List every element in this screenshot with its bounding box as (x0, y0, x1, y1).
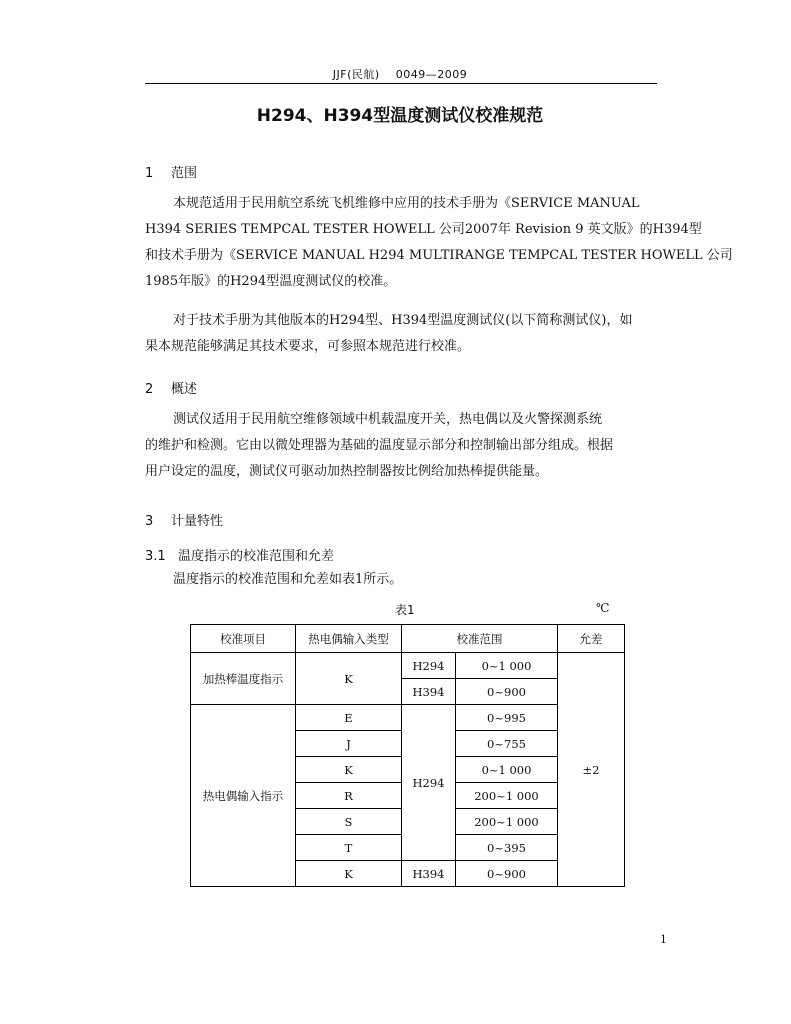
table-cell-type: S (296, 809, 402, 835)
table-cell-range: 0~900 (456, 861, 558, 887)
table-header-row (191, 625, 625, 653)
table-cell-type: K (296, 757, 402, 783)
section-title: 范围 (171, 166, 198, 181)
section-2-heading (145, 378, 197, 397)
table-header-cell: 热电偶输入类型 (296, 625, 402, 653)
header-code: JJF(民航) (332, 68, 380, 81)
section-title: 计量特性 (171, 514, 224, 529)
paragraph-line: 果本规范能够满足其技术要求，可参照本规范进行校准。 (145, 339, 471, 354)
table-header-cell: 校准项目 (191, 625, 296, 653)
table-header-cell: 校准范围 (402, 625, 558, 653)
paragraph-line: 1985年版》的H294型温度测试仪的校准。 (145, 274, 397, 289)
header-rule (145, 83, 657, 84)
section-1-heading (145, 162, 197, 181)
table-cell-range: 200~1 000 (456, 783, 558, 809)
section-3-1-heading (145, 545, 334, 564)
section-title: 温度指示的校准范围和允差 (178, 549, 335, 564)
paragraph-line: 对于技术手册为其他版本的H294型、H394型温度测试仪(以下简称测试仪)，如 (173, 313, 633, 328)
table-cell-model: H394 (402, 861, 456, 887)
table-cell-tolerance: ±2 (558, 653, 625, 887)
section-1-paragraph-2 (145, 308, 657, 360)
table-row (191, 653, 625, 679)
table-cell-range: 0~1 000 (456, 653, 558, 679)
table-cell-item: 热电偶输入指示 (191, 705, 296, 887)
table-cell-range: 200~1 000 (456, 809, 558, 835)
section-number: 3 (145, 514, 154, 529)
table-cell-type: E (296, 705, 402, 731)
section-number: 2 (145, 382, 154, 397)
table-cell-type: K (296, 653, 402, 705)
table-cell-type: T (296, 835, 402, 861)
section-3-heading (145, 510, 223, 529)
section-2-paragraph-1 (145, 407, 657, 485)
header-number: 0049—2009 (395, 68, 468, 81)
table-cell-type: R (296, 783, 402, 809)
section-number: 1 (145, 166, 154, 181)
table-cell-range: 0~995 (456, 705, 558, 731)
document-title: H294、H394型温度测试仪校准规范 (256, 106, 544, 126)
paragraph-line: H394 SERIES TEMPCAL TESTER HOWELL 公司2007年 Revision 9 英文版》的H394型 (145, 222, 702, 237)
table-cell-type: K (296, 861, 402, 887)
section-3-1-paragraph-1 (145, 567, 657, 593)
section-title: 概述 (171, 382, 198, 397)
table-cell-model: H294 (402, 705, 456, 861)
table-cell-range: 0~395 (456, 835, 558, 861)
calibration-table (190, 624, 625, 887)
table-cell-model: H294 (402, 653, 456, 679)
table-header-cell: 允差 (558, 625, 625, 653)
table-unit: ℃ (596, 601, 610, 615)
paragraph-line: 的维护和检测。它由以微处理器为基础的温度显示部分和控制输出部分组成。根据 (145, 438, 614, 453)
table-caption: 表1 (395, 603, 415, 617)
table-cell-model: H394 (402, 679, 456, 705)
paragraph-line: 用户设定的温度，测试仪可驱动加热控制器按比例给加热棒提供能量。 (145, 464, 549, 479)
paragraph-line: 本规范适用于民用航空系统飞机维修中应用的技术手册为《SERVICE MANUAL (173, 196, 640, 211)
table-cell-range: 0~900 (456, 679, 558, 705)
table-cell-range: 0~1 000 (456, 757, 558, 783)
paragraph-line: 和技术手册为《SERVICE MANUAL H294 MULTIRANGE TEMPCAL TESTER HOWELL 公司 (145, 248, 733, 263)
section-number: 3.1 (145, 549, 166, 564)
page-number: 1 (660, 933, 667, 946)
section-1-paragraph-1 (145, 191, 733, 295)
paragraph-line: 测试仪适用于民用航空维修领域中机载温度开关，热电偶以及火警探测系统 (173, 412, 603, 427)
paragraph-line: 温度指示的校准范围和允差如表1所示。 (173, 572, 403, 587)
document-header (145, 66, 655, 82)
table-cell-item: 加热棒温度指示 (191, 653, 296, 705)
table-cell-range: 0~755 (456, 731, 558, 757)
table-cell-type: J (296, 731, 402, 757)
